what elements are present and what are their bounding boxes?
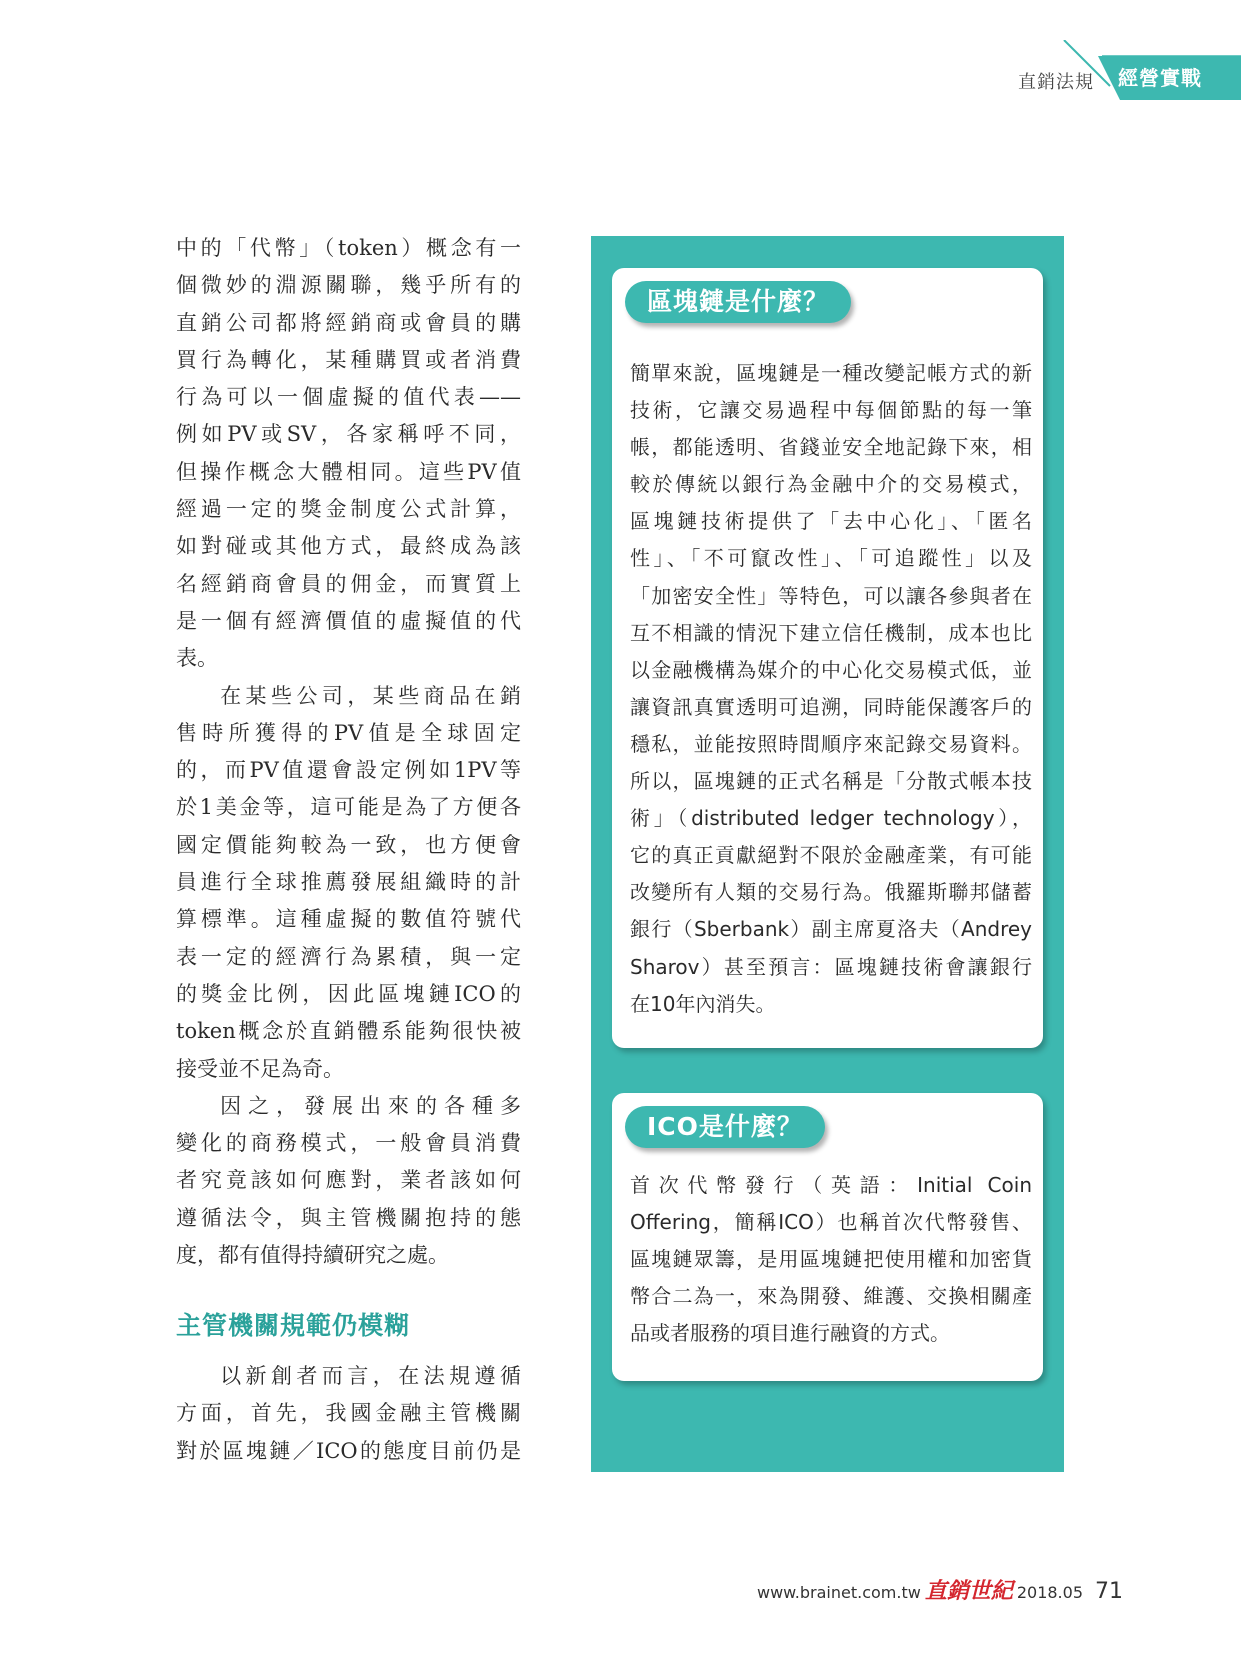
paragraph-line: 於1美金等，這可能是為了方便各 bbox=[176, 795, 521, 820]
paragraph-line: 國定價能夠較為一致，也方便會 bbox=[176, 832, 521, 857]
card-text-line: 品或者服務的項目進行融資的方式。 bbox=[630, 1321, 950, 1346]
article-body-part2 bbox=[176, 1358, 521, 1470]
card-text-line: 穩私，並能按照時間順序來記錄交易資料。 bbox=[630, 731, 1032, 756]
magazine-logo: 直銷世紀 bbox=[924, 1578, 1013, 1604]
page-number: 71 bbox=[1095, 1579, 1123, 1604]
section-heading: 主管機關規範仍模糊 bbox=[176, 1311, 411, 1340]
card-text-line: 首次代幣發行（英語：Initial Coin bbox=[630, 1173, 1032, 1197]
card-text-line: 以金融機構為媒介的中心化交易模式低，並 bbox=[630, 657, 1032, 682]
paragraph-line: 表一定的經濟行為累積，與一定 bbox=[176, 944, 521, 969]
paragraph-line: 的獎金比例，因此區塊鏈ICO的 bbox=[176, 981, 521, 1006]
card-text-line: Offering，簡稱ICO）也稱首次代幣發售、 bbox=[630, 1210, 1032, 1235]
card-text-line: 讓資訊真實透明可追溯，同時能保護客戶的 bbox=[630, 694, 1032, 719]
card-text-line: 帳，都能透明、省錢並安全地記錄下來，相 bbox=[630, 435, 1032, 460]
info-card-ico-title: ICO是什麼？ bbox=[625, 1106, 825, 1148]
paragraph-line: 變化的商務模式，一般會員消費 bbox=[176, 1131, 521, 1156]
card-text-line: Sharov）甚至預言：區塊鏈技術會讓銀行 bbox=[630, 954, 1032, 979]
paragraph-line: 接受並不足為奇。 bbox=[176, 1056, 344, 1081]
info-card-blockchain-text bbox=[630, 355, 1032, 1023]
card-text-line: 技術，它讓交易過程中每個節點的每一筆 bbox=[630, 398, 1032, 423]
card-text-line: 性」、「不可竄改性」、「可追蹤性」以及 bbox=[630, 546, 1032, 571]
paragraph-line: 對於區塊鏈／ICO的態度目前仍是 bbox=[176, 1438, 521, 1463]
info-card-ico-text bbox=[630, 1167, 1032, 1352]
paragraph-line: 例如PV或SV，各家稱呼不同， bbox=[176, 422, 521, 447]
card-text-line: 在10年內消失。 bbox=[630, 991, 776, 1016]
paragraph-line: 因之，發展出來的各種多 bbox=[220, 1093, 521, 1118]
paragraph-line: 名經銷商會員的佣金，而實質上 bbox=[176, 571, 521, 596]
paragraph-line: 行為可以一個虛擬的值代表—— bbox=[176, 385, 521, 410]
card-text-line: 較於傳統以銀行為金融中介的交易模式， bbox=[630, 472, 1032, 497]
card-text-line: 簡單來說，區塊鏈是一種改變記帳方式的新 bbox=[630, 361, 1032, 385]
paragraph-line: 度，都有值得持續研究之處。 bbox=[176, 1243, 449, 1268]
paragraph-line: 直銷公司都將經銷商或會員的購 bbox=[176, 310, 521, 335]
card-text-line: 互不相識的情況下建立信任機制，成本也比 bbox=[630, 620, 1032, 645]
card-text-line: 區塊鏈技術提供了「去中心化」、「匿名 bbox=[630, 509, 1032, 534]
section-label: 直銷法規 bbox=[1018, 72, 1094, 93]
card-text-line: 幣合二為一，來為開發、維護、交換相關產 bbox=[630, 1284, 1032, 1309]
issue-date: 2018.05 bbox=[1016, 1583, 1083, 1602]
card-text-line: 銀行（Sberbank）副主席夏洛夫（Andrey bbox=[630, 917, 1032, 942]
paragraph-line: token概念於直銷體系能夠很快被 bbox=[176, 1019, 521, 1044]
card-text-line: 它的真正貢獻絕對不限於金融產業，有可能 bbox=[630, 843, 1032, 868]
paragraph-line: 表。 bbox=[176, 646, 218, 671]
paragraph-line: 中的「代幣」（token）概念有一 bbox=[176, 236, 521, 260]
info-card-blockchain-title: 區塊鏈是什麼？ bbox=[625, 281, 851, 323]
paragraph-line: 的，而PV值還會設定例如1PV等 bbox=[176, 758, 521, 783]
paragraph-line: 經過一定的獎金制度公式計算， bbox=[176, 497, 521, 522]
footer-url: www.brainet.com.tw bbox=[756, 1583, 921, 1602]
paragraph-line: 者究竟該如何應對，業者該如何 bbox=[176, 1168, 521, 1193]
paragraph-line: 在某些公司，某些商品在銷 bbox=[220, 683, 521, 708]
paragraph-line: 售時所獲得的PV值是全球固定 bbox=[176, 720, 521, 745]
article-body-part1 bbox=[176, 230, 521, 1274]
paragraph-line: 以新創者而言，在法規遵循 bbox=[220, 1364, 521, 1388]
page-footer bbox=[757, 1574, 1123, 1605]
paragraph-line: 如對碰或其他方式，最終成為該 bbox=[176, 534, 521, 559]
paragraph-line: 個微妙的淵源關聯，幾乎所有的 bbox=[176, 273, 521, 298]
paragraph-line: 算標準。這種虛擬的數值符號代 bbox=[176, 907, 521, 932]
card-text-line: 區塊鏈眾籌，是用區塊鏈把使用權和加密貨 bbox=[630, 1247, 1032, 1272]
paragraph-line: 遵循法令，與主管機關抱持的態 bbox=[176, 1205, 521, 1230]
paragraph-line: 方面，首先，我國金融主管機關 bbox=[176, 1401, 521, 1426]
paragraph-line: 員進行全球推薦發展組織時的計 bbox=[176, 870, 521, 895]
section-tab-label: 經營實戰 bbox=[1118, 66, 1202, 90]
card-text-line: 所以，區塊鏈的正式名稱是「分散式帳本技 bbox=[630, 769, 1032, 794]
paragraph-line: 但操作概念大體相同。這些PV值 bbox=[176, 459, 521, 484]
card-text-line: 改變所有人類的交易行為。俄羅斯聯邦儲蓄 bbox=[630, 880, 1032, 905]
paragraph-line: 買行為轉化，某種購買或者消費 bbox=[176, 347, 521, 372]
card-text-line: 術」（distributed ledger technology）， bbox=[630, 806, 1032, 831]
card-text-line: 「加密安全性」等特色，可以讓各參與者在 bbox=[630, 583, 1032, 608]
paragraph-line: 是一個有經濟價值的虛擬值的代 bbox=[176, 608, 521, 633]
